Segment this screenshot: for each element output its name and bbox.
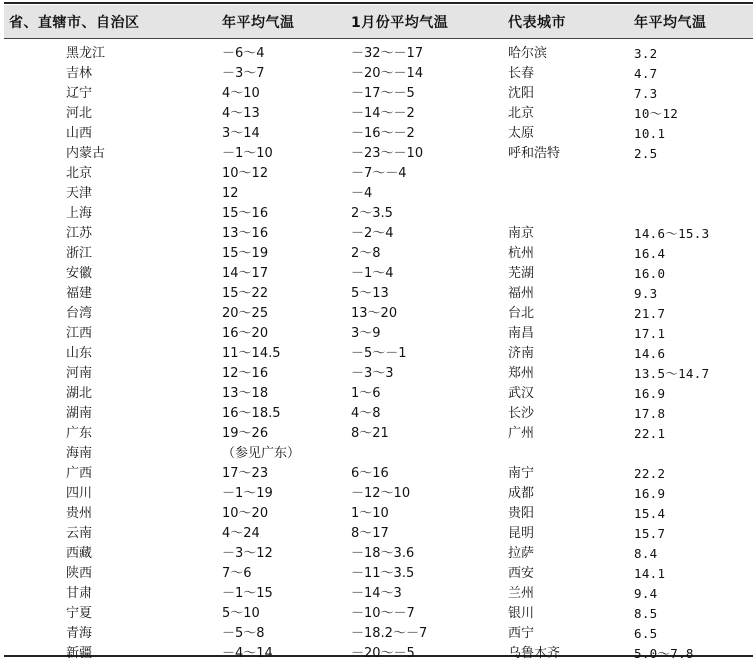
- province-cell: 浙江: [66, 246, 93, 261]
- city-annual-temp-cell: 16.4: [634, 246, 666, 261]
- province-cell: 黑龙江: [66, 46, 106, 61]
- city-annual-temp-cell: 13.5～14.7: [634, 366, 710, 381]
- january-temp-cell: 2～8: [351, 246, 381, 261]
- annual-temp-cell: 3～14: [222, 126, 260, 141]
- city-annual-temp-cell: 16.9: [634, 486, 666, 501]
- city-cell: [508, 444, 634, 464]
- province-cell: 北京: [66, 166, 93, 181]
- province-cell: 西藏: [66, 546, 93, 561]
- province-cell: 湖南: [66, 406, 93, 421]
- province-cell: 江西: [66, 326, 93, 341]
- city-annual-temp-cell: 3.2: [634, 46, 658, 61]
- table-row: [4, 464, 753, 484]
- table-row: [4, 424, 753, 444]
- table-row: [4, 524, 753, 544]
- table-row: [4, 404, 753, 424]
- province-cell: 上海: [66, 206, 93, 221]
- annual-temp-cell: 4～24: [222, 526, 260, 541]
- province-cell: 宁夏: [66, 606, 93, 621]
- province-cell: 台湾: [66, 306, 93, 321]
- table-row: [4, 38, 753, 64]
- annual-temp-cell: －1～10: [222, 146, 273, 161]
- city-annual-temp-cell: 22.1: [634, 426, 666, 441]
- city-annual-temp-cell: 8.5: [634, 606, 658, 621]
- january-temp-cell: 4～8: [351, 406, 381, 421]
- table-row: [4, 484, 753, 504]
- table-row: [4, 604, 753, 624]
- city-annual-temp-cell: [634, 164, 753, 184]
- january-temp-cell: －4: [351, 186, 373, 201]
- province-cell: 辽宁: [66, 86, 93, 101]
- city-cell: 长春: [508, 66, 535, 81]
- city-cell: 南宁: [508, 466, 535, 481]
- city-annual-temp-cell: 16.9: [634, 386, 666, 401]
- city-annual-temp-cell: 6.5: [634, 626, 658, 641]
- city-cell: 武汉: [508, 386, 535, 401]
- annual-temp-cell: －3～7: [222, 66, 265, 81]
- table-row: [4, 164, 753, 184]
- annual-temp-cell: 12～16: [222, 366, 269, 381]
- table-row: [4, 264, 753, 284]
- province-cell: 海南: [66, 446, 93, 461]
- city-annual-temp-cell: [634, 204, 753, 224]
- january-temp-cell: 3～9: [351, 326, 381, 341]
- january-temp-cell: －2～4: [351, 226, 394, 241]
- annual-temp-cell: －5～8: [222, 626, 265, 641]
- province-cell: 江苏: [66, 226, 93, 241]
- city-annual-temp-cell: 14.1: [634, 566, 666, 581]
- city-annual-temp-cell: 5.0～7.8: [634, 646, 694, 661]
- annual-temp-cell: 17～23: [222, 466, 269, 481]
- city-annual-temp-cell: [634, 444, 753, 464]
- january-temp-cell: －3～3: [351, 366, 394, 381]
- annual-temp-cell: －1～15: [222, 586, 273, 601]
- province-cell: 安徽: [66, 266, 93, 281]
- january-temp-cell: －11～3.5: [351, 566, 415, 581]
- header-city-annual-temp: 年平均气温: [634, 14, 707, 31]
- january-temp-cell: －12～10: [351, 486, 411, 501]
- table-row: [4, 124, 753, 144]
- table-row: [4, 64, 753, 84]
- city-annual-temp-cell: 4.7: [634, 66, 658, 81]
- annual-temp-cell: －3～12: [222, 546, 273, 561]
- province-cell: 内蒙古: [66, 146, 106, 161]
- january-temp-cell: －14～3: [351, 586, 402, 601]
- city-annual-temp-cell: 8.4: [634, 546, 658, 561]
- table-row: [4, 564, 753, 584]
- january-temp-cell: －16～－2: [351, 126, 415, 141]
- january-temp-cell: 6～16: [351, 466, 389, 481]
- province-cell: 天津: [66, 186, 93, 201]
- province-cell: 山东: [66, 346, 93, 361]
- city-cell: 贵阳: [508, 506, 535, 521]
- january-temp-cell: 1～10: [351, 506, 389, 521]
- city-cell: 南京: [508, 226, 535, 241]
- table-row: [4, 444, 753, 464]
- province-cell: 云南: [66, 526, 93, 541]
- january-temp-cell: －5～－1: [351, 346, 407, 361]
- city-cell: 西安: [508, 566, 535, 581]
- city-annual-temp-cell: 17.8: [634, 406, 666, 421]
- annual-temp-cell: 20～25: [222, 306, 269, 321]
- city-cell: [508, 164, 634, 184]
- city-annual-temp-cell: 9.3: [634, 286, 658, 301]
- january-temp-cell: 5～13: [351, 286, 389, 301]
- january-temp-cell: 13～20: [351, 306, 398, 321]
- table-row: [4, 304, 753, 324]
- province-cell: 青海: [66, 626, 93, 641]
- table-row: [4, 384, 753, 404]
- city-annual-temp-cell: 10～12: [634, 106, 679, 121]
- header-row: [4, 5, 753, 38]
- january-temp-cell: －17～－5: [351, 86, 415, 101]
- annual-temp-cell: 15～16: [222, 206, 269, 221]
- january-temp-cell: 8～17: [351, 526, 389, 541]
- january-temp-cell: 8～21: [351, 426, 389, 441]
- table-row: [4, 624, 753, 644]
- province-cell: 四川: [66, 486, 93, 501]
- annual-temp-cell: 15～19: [222, 246, 269, 261]
- annual-temp-cell: －4～14: [222, 646, 273, 661]
- header-city: 代表城市: [508, 14, 566, 31]
- annual-temp-cell: 13～18: [222, 386, 269, 401]
- province-cell: 广西: [66, 466, 93, 481]
- city-cell: 乌鲁木齐: [508, 646, 561, 661]
- january-temp-cell: －7～－4: [351, 166, 407, 181]
- city-cell: 拉萨: [508, 546, 535, 561]
- city-cell: 台北: [508, 306, 535, 321]
- table-row: [4, 144, 753, 164]
- city-annual-temp-cell: 14.6: [634, 346, 666, 361]
- january-temp-cell: －32～－17: [351, 46, 424, 61]
- province-cell: 山西: [66, 126, 93, 141]
- province-cell: 贵州: [66, 506, 93, 521]
- annual-temp-cell: 5～10: [222, 606, 260, 621]
- province-cell: 河北: [66, 106, 93, 121]
- city-annual-temp-cell: 22.2: [634, 466, 666, 481]
- table-row: [4, 224, 753, 244]
- table-row: [4, 644, 753, 664]
- city-cell: 南昌: [508, 326, 535, 341]
- table-row: [4, 324, 753, 344]
- province-cell: 新疆: [66, 646, 93, 661]
- table-row: [4, 504, 753, 524]
- table-row: [4, 244, 753, 264]
- table-body: [4, 38, 753, 664]
- city-annual-temp-cell: 16.0: [634, 266, 666, 281]
- january-temp-cell: 1～6: [351, 386, 381, 401]
- table-row: [4, 584, 753, 604]
- city-annual-temp-cell: 7.3: [634, 86, 658, 101]
- city-annual-temp-cell: 17.1: [634, 326, 666, 341]
- city-annual-temp-cell: [634, 184, 753, 204]
- annual-temp-cell: 4～13: [222, 106, 260, 121]
- annual-temp-cell: （参见广东）: [222, 446, 301, 461]
- province-cell: 河南: [66, 366, 93, 381]
- city-cell: 芜湖: [508, 266, 535, 281]
- city-cell: 银川: [508, 606, 535, 621]
- city-cell: 济南: [508, 346, 535, 361]
- january-temp-cell: －18～3.6: [351, 546, 415, 561]
- city-cell: 长沙: [508, 406, 535, 421]
- temperature-table: [4, 5, 753, 664]
- annual-temp-cell: 10～20: [222, 506, 269, 521]
- city-cell: 北京: [508, 106, 535, 121]
- january-temp-cell: －18.2～－7: [351, 626, 428, 641]
- table-row: [4, 184, 753, 204]
- city-annual-temp-cell: 10.1: [634, 126, 666, 141]
- province-cell: 广东: [66, 426, 93, 441]
- province-cell: 吉林: [66, 66, 93, 81]
- annual-temp-cell: 19～26: [222, 426, 269, 441]
- annual-temp-cell: 11～14.5: [222, 346, 281, 361]
- january-temp-cell: －20～－14: [351, 66, 424, 81]
- city-cell: [508, 204, 634, 224]
- city-cell: 福州: [508, 286, 535, 301]
- table-top-rule: [4, 2, 753, 4]
- table-row: [4, 544, 753, 564]
- city-cell: 西宁: [508, 626, 535, 641]
- table-header: [4, 5, 753, 38]
- january-temp-cell: [351, 444, 508, 464]
- province-cell: 陕西: [66, 566, 93, 581]
- january-temp-cell: －14～－2: [351, 106, 415, 121]
- city-cell: 呼和浩特: [508, 146, 561, 161]
- city-cell: 昆明: [508, 526, 535, 541]
- header-annual-temp: 年平均气温: [222, 14, 295, 31]
- city-cell: 郑州: [508, 366, 535, 381]
- annual-temp-cell: 4～10: [222, 86, 260, 101]
- annual-temp-cell: 16～18.5: [222, 406, 281, 421]
- city-cell: 兰州: [508, 586, 535, 601]
- city-annual-temp-cell: 21.7: [634, 306, 666, 321]
- city-cell: 沈阳: [508, 86, 535, 101]
- table-row: [4, 284, 753, 304]
- annual-temp-cell: 13～16: [222, 226, 269, 241]
- annual-temp-cell: 10～12: [222, 166, 269, 181]
- header-province: 省、直辖市、自治区: [9, 14, 140, 31]
- january-temp-cell: －20～－5: [351, 646, 415, 661]
- city-annual-temp-cell: 14.6～15.3: [634, 226, 710, 241]
- table-row: [4, 204, 753, 224]
- annual-temp-cell: 15～22: [222, 286, 269, 301]
- city-cell: [508, 184, 634, 204]
- january-temp-cell: －1～4: [351, 266, 394, 281]
- city-cell: 杭州: [508, 246, 535, 261]
- city-cell: 哈尔滨: [508, 46, 548, 61]
- january-temp-cell: －23～－10: [351, 146, 424, 161]
- city-cell: 太原: [508, 126, 535, 141]
- annual-temp-cell: 7～6: [222, 566, 252, 581]
- table-row: [4, 364, 753, 384]
- annual-temp-cell: －1～19: [222, 486, 273, 501]
- january-temp-cell: 2～3.5: [351, 206, 393, 221]
- province-cell: 湖北: [66, 386, 93, 401]
- city-annual-temp-cell: 15.7: [634, 526, 666, 541]
- table-row: [4, 104, 753, 124]
- table-row: [4, 84, 753, 104]
- city-annual-temp-cell: 9.4: [634, 586, 658, 601]
- table-row: [4, 344, 753, 364]
- city-annual-temp-cell: 2.5: [634, 146, 658, 161]
- province-cell: 福建: [66, 286, 93, 301]
- annual-temp-cell: 14～17: [222, 266, 269, 281]
- annual-temp-cell: 12: [222, 186, 239, 201]
- annual-temp-cell: －6～4: [222, 46, 265, 61]
- january-temp-cell: －10～－7: [351, 606, 415, 621]
- province-cell: 甘肃: [66, 586, 93, 601]
- city-cell: 成都: [508, 486, 535, 501]
- header-january-temp: 1月份平均气温: [351, 14, 449, 31]
- annual-temp-cell: 16～20: [222, 326, 269, 341]
- city-cell: 广州: [508, 426, 535, 441]
- city-annual-temp-cell: 15.4: [634, 506, 666, 521]
